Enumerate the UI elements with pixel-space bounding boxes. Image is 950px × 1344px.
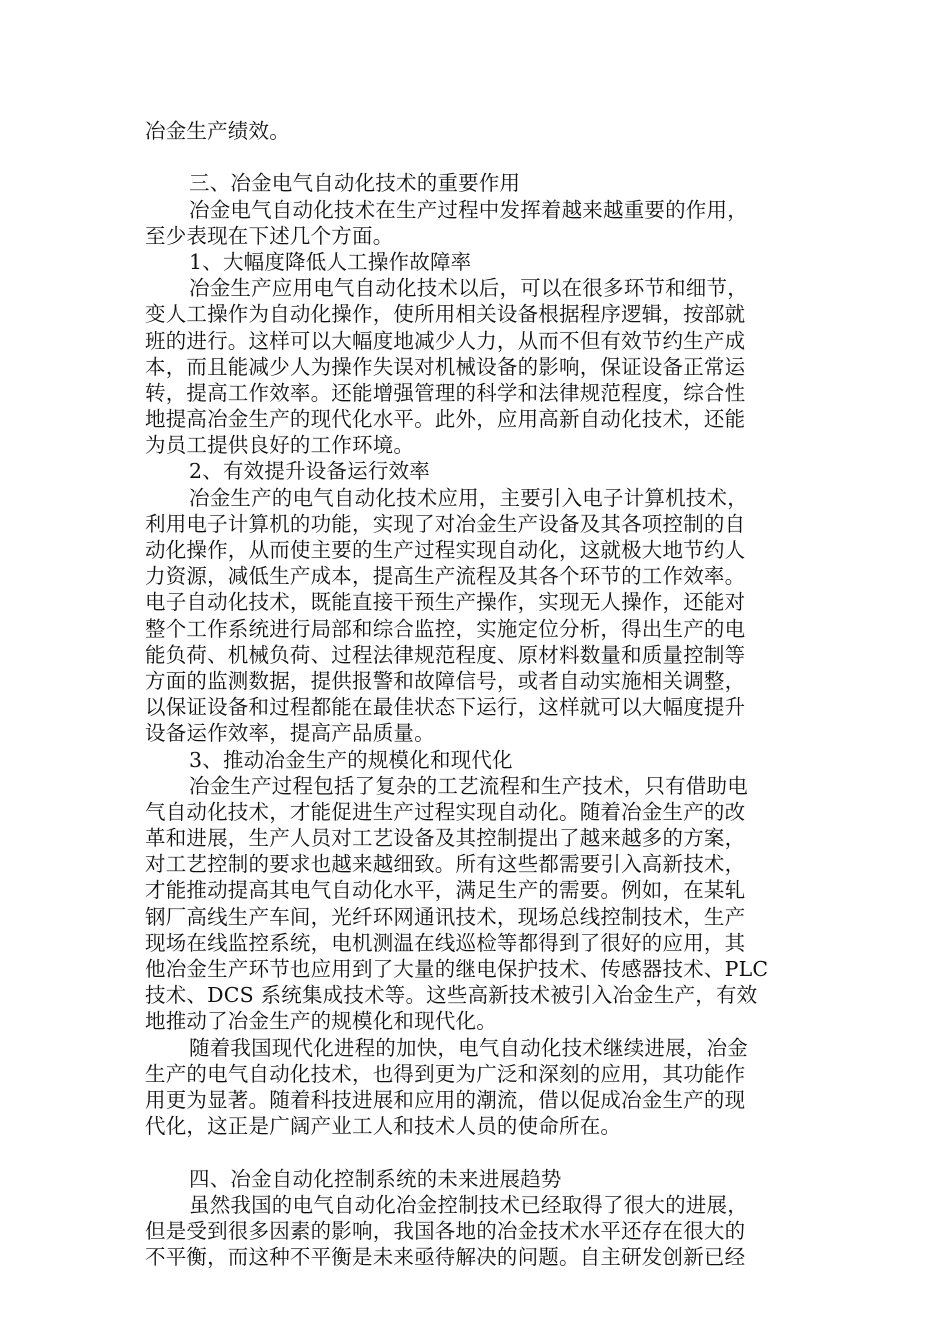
- paragraph-gap: [145, 144, 805, 170]
- text-line: 1、大幅度降低人工操作故障率: [189, 249, 472, 274]
- text-line: 力资源，减低生产成本，提高生产流程及其各个环节的工作效率。: [145, 564, 746, 589]
- text-line: 现场在线监控系统，电机测温在线巡检等都得到了很好的应用，其: [145, 930, 746, 955]
- document-body: [145, 118, 805, 1270]
- text-line: 地提高冶金生产的现代化水平。此外，应用高新自动化技术，还能: [145, 407, 746, 432]
- text-line: 以保证设备和过程都能在最佳状态下运行，这样就可以大幅度提升: [145, 695, 746, 720]
- text-line: 钢厂高线生产车间，光纤环网通讯技术，现场总线控制技术，生产: [145, 904, 746, 929]
- text-line: 变人工操作为自动化操作，使所用相关设备根据程序逻辑，按部就: [145, 302, 746, 327]
- text-line: 随着我国现代化进程的加快，电气自动化技术继续进展，冶金: [189, 1035, 748, 1060]
- text-line: 至少表现在下述几个方面。: [145, 223, 394, 248]
- text-line: 对工艺控制的要求也越来越细致。所有这些都需要引入高新技术，: [145, 852, 746, 877]
- text-line: 冶金生产的电气自动化技术应用，主要引入电子计算机技术，: [189, 485, 748, 510]
- text-line: 不平衡，而这种不平衡是未来亟待解决的问题。自主研发创新已经: [145, 1245, 746, 1270]
- text-line: 班的进行。这样可以大幅度地减少人力，从而不但有效节约生产成: [145, 328, 746, 353]
- text-line: 设备运作效率，提高产品质量。: [145, 721, 435, 746]
- text-line: 用更为显著。随着科技进展和应用的潮流，借以促成冶金生产的现: [145, 1087, 746, 1112]
- text-line: 电子自动化技术，既能直接干预生产操作，实现无人操作，还能对: [145, 590, 746, 615]
- text-line: 地推动了冶金生产的规模化和现代化。: [145, 1009, 497, 1034]
- text-line: 但是受到很多因素的影响，我国各地的冶金技术水平还存在很大的: [145, 1218, 746, 1243]
- text-line: 技术、DCS 系统集成技术等。这些高新技术被引入冶金生产，有效: [145, 983, 758, 1008]
- text-line: 冶金生产应用电气自动化技术以后，可以在很多环节和细节，: [189, 276, 748, 301]
- text-line: 为员工提供良好的工作环境。: [145, 433, 415, 458]
- text-line: 代化，这正是广阔产业工人和技术人员的使命所在。: [145, 1114, 622, 1139]
- text-line: 他冶金生产环节也应用到了大量的继电保护技术、传感器技术、PLC: [145, 957, 769, 981]
- text-line: 气自动化技术，才能促进生产过程实现自动化。随着冶金生产的改: [145, 799, 746, 824]
- text-line: 方面的监测数据，提供报警和故障信号，或者自动实施相关调整，: [145, 668, 746, 693]
- text-line: 本，而且能减少人为操作失误对机械设备的影响，保证设备正常运: [145, 354, 746, 379]
- text-line: 冶金生产绩效。: [145, 119, 290, 143]
- text-line: 转，提高工作效率。还能增强管理的科学和法律规范程度，综合性: [145, 380, 746, 405]
- text-line: 能负荷、机械负荷、过程法律规范程度、原材料数量和质量控制等: [145, 642, 746, 667]
- text-line: 整个工作系统进行局部和综合监控，实施定位分析，得出生产的电: [145, 616, 746, 641]
- text-line: 2、有效提升设备运行效率: [189, 459, 430, 484]
- text-line: 三、冶金电气自动化技术的重要作用: [189, 171, 521, 196]
- text-line: 生产的电气自动化技术，也得到更为广泛和深刻的应用，其功能作: [145, 1061, 746, 1086]
- paragraph-gap: [145, 1139, 805, 1165]
- text-line: 冶金生产过程包括了复杂的工艺流程和生产技术，只有借助电: [189, 773, 748, 798]
- text-line: 利用电子计算机的功能，实现了对冶金生产设备及其各项控制的自: [145, 511, 746, 536]
- text-line: 虽然我国的电气自动化冶金控制技术已经取得了很大的进展，: [189, 1192, 748, 1217]
- text-line: 冶金电气自动化技术在生产过程中发挥着越来越重要的作用，: [189, 197, 748, 222]
- text-line: 3、推动冶金生产的规模化和现代化: [189, 747, 513, 772]
- text-line: 四、冶金自动化控制系统的未来进展趋势: [189, 1166, 562, 1191]
- text-line: 才能推动提高其电气自动化水平，满足生产的需要。例如，在某轧: [145, 878, 746, 903]
- text-line: 革和进展，生产人员对工艺设备及其控制提出了越来越多的方案，: [145, 826, 746, 851]
- text-line: 动化操作，从而使主要的生产过程实现自动化，这就极大地节约人: [145, 538, 746, 562]
